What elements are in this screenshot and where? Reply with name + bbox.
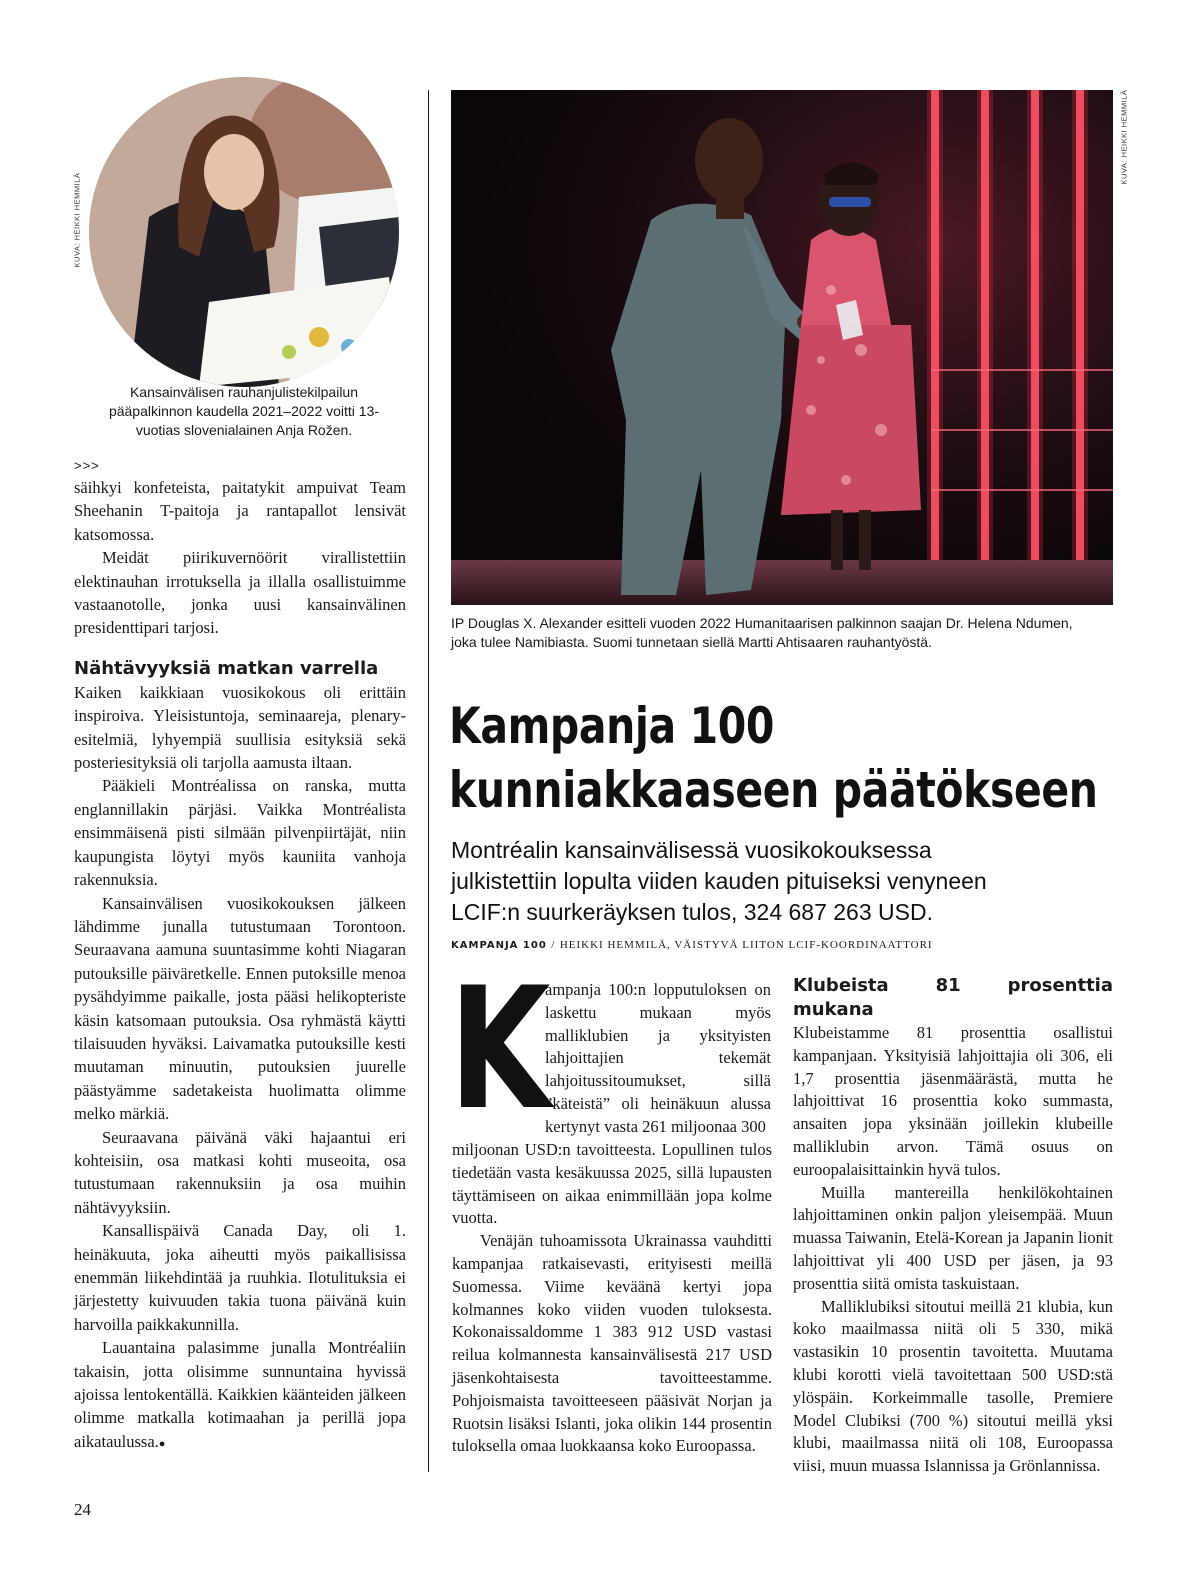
article-title bbox=[449, 694, 1098, 822]
left-paragraph: säihkyi konfeteista, paitatykit ampuivat Team Sheehanin T-paitoja ja rantapallot lensivät katsomossa. bbox=[74, 478, 406, 544]
byline-separator: / bbox=[551, 939, 556, 951]
left-subheading: Nähtävyyksiä matkan varrella bbox=[74, 657, 379, 679]
stage-photo-illustration bbox=[451, 90, 1113, 605]
portrait-photo-illustration bbox=[89, 77, 399, 387]
end-mark: ● bbox=[158, 1437, 166, 1450]
article-column-2 bbox=[793, 974, 1113, 1478]
left-paragraph: Meidät piirikuvernöörit virallistettiin elektinauhan irrotuksella ja illalla osallistuimme vastaanotolle, jonka uusi kansainvälinen presidenttipari tarjosi. bbox=[74, 548, 406, 638]
left-paragraph-text: Lauantaina palasimme junalla Montréaliin takaisin, jotta olisimme sunnuntaina hyvissä ajoissa lentokentällä. Kaikkien käänteiden jälkeen olimme matkalla kotimaahan ja perillä jopa aikataulussa. bbox=[74, 1338, 406, 1451]
article-paragraph: Malliklubiksi sitoutui meillä 21 klubia, kun koko maailmassa niitä oli 5 330, mikä vastasikin 10 prosentin tavoitetta. Muutama klubi korotti vielä tavoitettaan 500 USD:stä ylöspäin. Korkeimmalle tasolle, Premiere Model Clubiksi (700 %) sitoutui meillä yksi klubi, maailmassa niitä oli 108, Euroopassa viisi, muun muassa Islannissa ja Grönlannissa. bbox=[793, 1296, 1113, 1476]
left-paragraph: Kaiken kaikkiaan vuosikokous oli erittäin inspiroiva. Yleisistuntoja, seminaareja, plenary-esitelmiä, lyhyempiä suullisia esityksiä sekä posteriesityksiä oli tarjolla aamusta iltaan. bbox=[74, 682, 406, 773]
article-lead: Montréalin kansainvälisessä vuosikokouksessa julkistettiin lopulta viiden kauden pituiseksi venyneen LCIF:n suurkeräyksen tulos, 324 687 263 USD. bbox=[451, 837, 987, 925]
portrait-photo-credit: KUVA: HEIKKI HEMMILÄ bbox=[72, 172, 82, 268]
article-byline bbox=[451, 938, 1151, 951]
left-paragraph: Kansainvälisen vuosikokouksen jälkeen lähdimme junalla tutustumaan Torontoon. Seuraavana aamuna suuntasimme kohti Niagaran putouksille päiväretkelle. Ennen putoksille menoa pysähdyimme paikalle, josta pääsi helikopteriste käsin katsomaan putouksia. Osa ryhmästä käytti tilaisuuden hyväksi. Laivamatka putouksille kesti muutaman minuutin, putouksien juurelle päästyämme sadetakeista huolimatta olimme melko märkiä. bbox=[74, 893, 406, 1124]
byline-author: HEIKKI HEMMILÄ, VÄISTYVÄ LIITON LCIF-KOORDINAATTORI bbox=[559, 939, 933, 951]
article-paragraph: Muilla mantereilla henkilökohtainen lahjoittaminen onkin paljon yleisempää. Muun muassa Taiwanin, Etelä-Korean ja Japanin lionit lahjoittivat yli 400 USD per jäsen, ja 93 prosenttia siitä omista taskuistaan. bbox=[793, 1182, 1113, 1293]
article-paragraph-first: ampanja 100:n lopputuloksen on laskettu mukaan myös malliklubien ja yksityisten lahjoittajien tekemät lahjoitussitoumukset, sillä ”käteistä” oli heinäkuun alussa kertynyt vasta 261 miljoonaa 300 bbox=[545, 980, 771, 1136]
left-paragraph: Seuraavana päivänä väki hajaantui eri kohteisiin, osa matkasi kohti museoita, osa tutustumaan rakennuksiin ja osa muihin nähtävyyksiin. bbox=[74, 1127, 406, 1217]
continued-marker: >>> bbox=[74, 458, 100, 473]
article-subheading: Klubeista 81 prosenttia mukana bbox=[793, 975, 1113, 1020]
portrait-photo-caption: Kansainvälisen rauhanjulistekilpailun pääpalkinnon kaudella 2021–2022 voitti 13-vuotias slovenialainen Anja Rožen. bbox=[108, 384, 380, 438]
stage-photo-caption: IP Douglas X. Alexander esitteli vuoden 2022 Humanitaarisen palkinnon saajan Dr. Helena Ndumen, joka tulee Namibiasta. Suomi tunnetaan siellä Martti Ahtisaaren rauhantyöstä. bbox=[451, 615, 1073, 650]
byline-section: KAMPANJA 100 bbox=[451, 940, 547, 951]
article-paragraph: Klubeistamme 81 prosenttia osallistui kampanjaan. Yksityisiä lahjoittajia oli 306, eli 1,7 prosenttia jäsenmäärästä, mutta he lahjoittivat 16 prosenttia koko summasta, ansaiten jopa yksinään joillekin klubeille malliklubin arvon. Tämä osuus on euroopalaisittainkin hyvä tulos. bbox=[793, 1023, 1113, 1179]
article-paragraph: Venäjän tuhoamissota Ukrainassa vauhditti kampanjaa ratkaisevasti, erityisesti meillä Suomessa. Viime keväänä kertyi jopa kolmannes koko viiden vuoden tuloksesta. Kokonaissaldomme 1 383 912 USD vastasi reilua kolmannesta kansainvälisestä 217 USD jäsenkohtaisesta tavoitteestamme. Pohjoismaista tavoitteeseen pääsivät Norjan ja Ruotsin lisäksi Islanti, joka olikin 144 prosentin tuloksella omaa luokkaansa koko Euroopassa. bbox=[452, 1231, 772, 1456]
left-paragraph bbox=[74, 1336, 406, 1456]
left-column bbox=[74, 456, 406, 1456]
article-title-line: Kampanja 100 bbox=[449, 697, 775, 755]
stage-photo-credit: KUVA: HEIKKI HEMMILÄ bbox=[1119, 89, 1129, 185]
page-number: 24 bbox=[74, 1500, 91, 1519]
portrait-photo bbox=[89, 77, 399, 387]
drop-cap: K bbox=[449, 951, 551, 1147]
stage-photo bbox=[451, 90, 1113, 605]
article-column-1 bbox=[452, 1139, 772, 1458]
left-paragraph: Pääkieli Montréalissa on ranska, mutta englannillakin pärjäsi. Vaikka Montréalista ensimmäisenä pisti silmään pilvenpiirtäjät, niin kaupungista löytyi myös kauniita vanhoja rakennuksia. bbox=[74, 776, 406, 890]
column-divider bbox=[428, 90, 429, 1472]
article-title-line: kunniakkaaseen päätökseen bbox=[449, 761, 1098, 819]
left-paragraph: Kansallispäivä Canada Day, oli 1. heinäkuuta, joka aiheutti myös paikallisissa enemmän liikehdintää ja ruuhkia. Ilotulituksia ei järjestetty kuivuuden takia tuona päivänä kuin harvoilla paikkakunnilla. bbox=[74, 1221, 406, 1334]
article-paragraph: miljoonan USD:n tavoitteesta. Lopullinen tulos tiedetään vasta kesäkuussa 2025, sillä lupausten täyttämiseen on aikaa enimmillään jopa kolme vuotta. bbox=[452, 1140, 772, 1228]
